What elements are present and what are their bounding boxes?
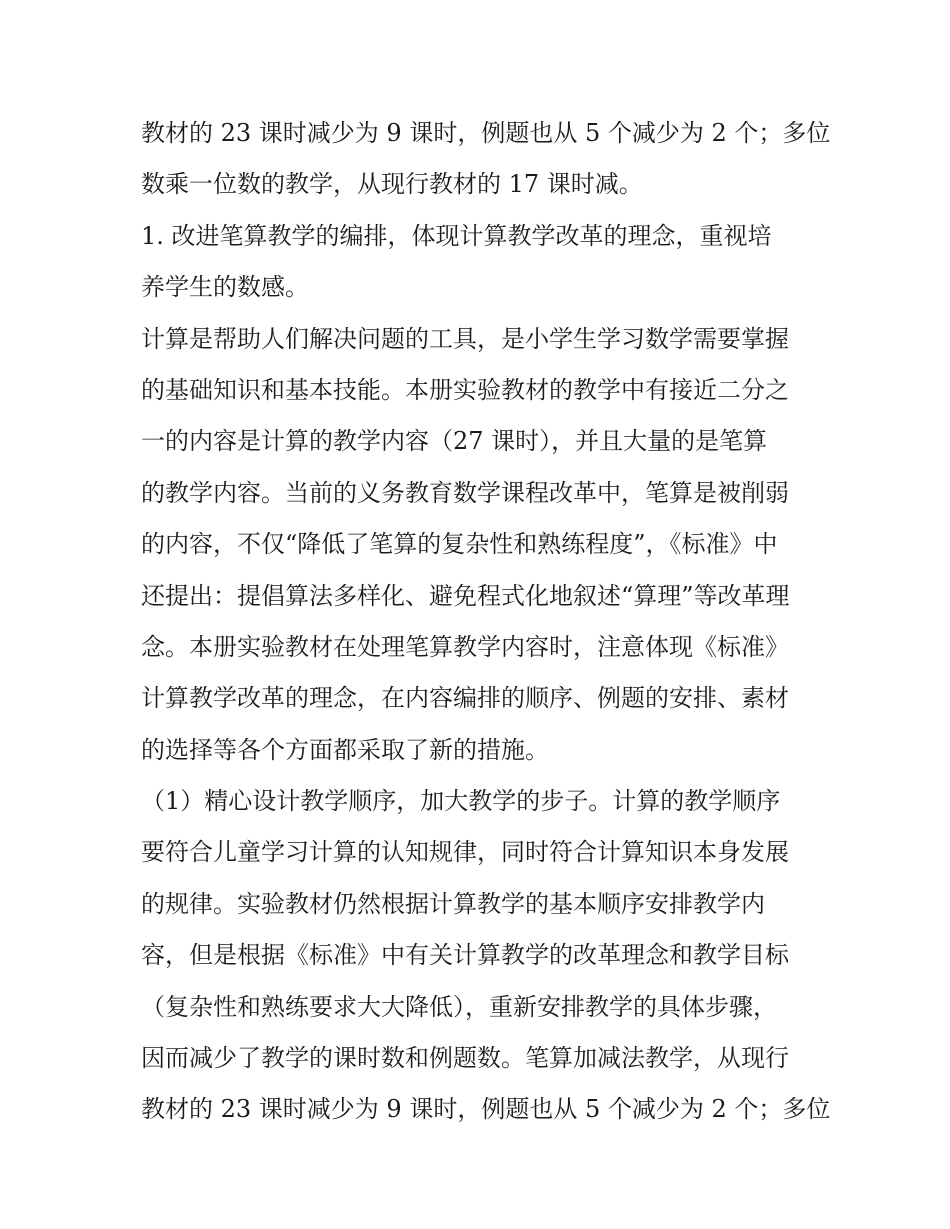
- text-line: 教材的 23 课时减少为 9 课时，例题也从 5 个减少为 2 个；多位: [141, 1095, 831, 1124]
- text-line: 还提出：提倡算法多样化、避免程式化地叙述“算理”等改革理: [141, 581, 790, 610]
- text-line: 计算是帮助人们解决问题的工具，是小学生学习数学需要掌握: [141, 324, 789, 353]
- body-text: [141, 108, 831, 1136]
- text-line: 要符合儿童学习计算的认知规律，同时符合计算知识本身发展: [141, 838, 789, 867]
- text-line: 一的内容是计算的教学内容（27 课时），并且大量的是笔算: [141, 427, 768, 456]
- text-line: 计算教学改革的理念，在内容编排的顺序、例题的安排、素材: [141, 684, 789, 713]
- text-line: 的内容，不仅“降低了笔算的复杂性和熟练程度”，《标准》中: [141, 530, 778, 559]
- text-line: 数乘一位数的教学，从现行教材的 17 课时减。: [141, 170, 643, 199]
- text-line: 的教学内容。当前的义务教育数学课程改革中，笔算是被削弱: [141, 478, 789, 507]
- text-line: 的基础知识和基本技能。本册实验教材的教学中有接近二分之: [141, 375, 789, 404]
- text-line: 教材的 23 课时减少为 9 课时，例题也从 5 个减少为 2 个；多位: [141, 119, 831, 147]
- numbered-heading-line: 养学生的数感。: [141, 273, 309, 302]
- subheading-line: （1）精心设计教学顺序，加大教学的步子。计算的教学顺序: [141, 787, 781, 816]
- text-line: 因而减少了教学的课时数和例题数。笔算加减法教学，从现行: [141, 1044, 789, 1073]
- text-line: （复杂性和熟练要求大大降低），重新安排教学的具体步骤，: [141, 992, 777, 1021]
- text-line: 念。本册实验教材在处理笔算教学内容时，注意体现《标准》: [141, 632, 789, 661]
- text-line: 的选择等各个方面都采取了新的措施。: [141, 735, 549, 764]
- text-line: 容，但是根据《标准》中有关计算教学的改革理念和教学目标: [141, 941, 789, 970]
- text-line: 的规律。实验教材仍然根据计算教学的基本顺序安排教学内: [141, 889, 765, 918]
- numbered-heading-line: 1. 改进笔算教学的编排，体现计算教学改革的理念，重视培: [141, 221, 772, 250]
